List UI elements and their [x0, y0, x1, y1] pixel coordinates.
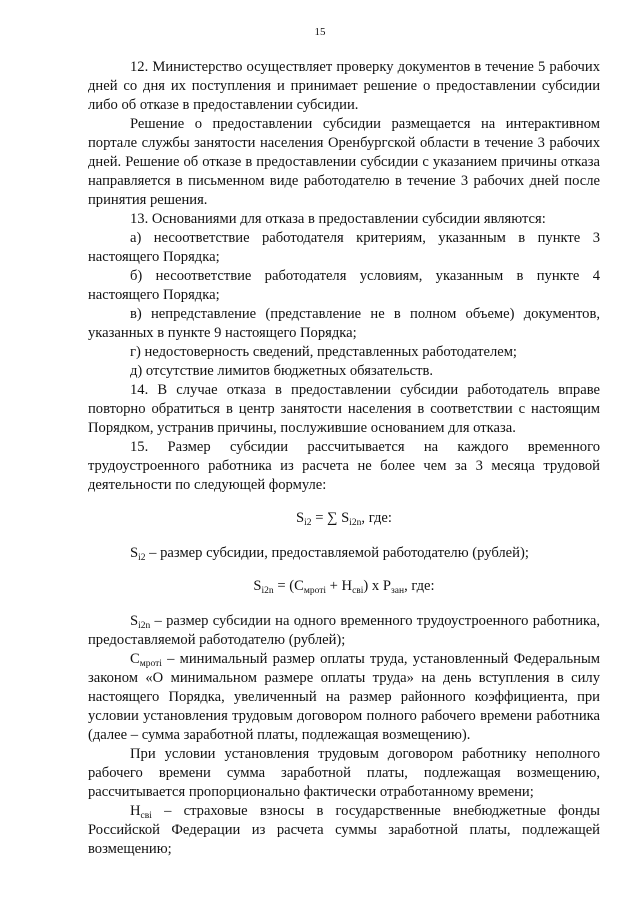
paragraph-12: 12. Министерство осуществляет проверку документов в течение 5 рабочих дней со дня их поступления и принимает решение о предоставлении субсидии либо об отказе в предоставлении субсидии.: [88, 59, 600, 113]
paragraph-part-time: При условии установления трудовым договором работнику неполного рабочего времени сумма заработной платы, подлежащая возмещению, рассчитывается пропорционально фактически отработанному времени;: [88, 746, 600, 800]
list-item-13e: д) отсутствие лимитов бюджетных обязательств.: [130, 363, 434, 379]
paragraph-15: 15. Размер субсидии рассчитывается на каждого временного трудоустроенного работника из расчета не более чем за 3 месяца трудовой деятельности по следующей формуле:: [88, 439, 600, 493]
list-item-13d: г) недостоверность сведений, представленных работодателем;: [130, 344, 517, 360]
definition-si2: $S_{i2}$ – размер субсидии, предоставляемой работодателю (рублей);: [130, 545, 529, 563]
definition-cmrot: $С_{мроті}$ – минимальный размер оплаты труда, установленный Федеральным законом «О минимальном размере оплаты труда» на день вступления в силу настоящего Порядка, увеличенный на размер районного коэффициента, при условии установления трудовым договором полного рабочего времени работника (далее – сумма заработной платы, подлежащая возмещению).: [88, 651, 600, 743]
paragraph-14: 14. В случае отказа в предоставлении субсидии работодатель вправе повторно обратиться в центр занятости населения в соответствии с настоящим Порядком, устранив причины, послужившие основанием для отказа.: [88, 382, 600, 436]
formula-subsidy-per-worker: $S_{i2n} = (С_{мроті} + Н_{сві})$ х $Р_{зан}$, где:: [253, 578, 435, 596]
formula-subsidy-total: $S_{i2}$ = ∑ $S_{i2n}$, где:: [296, 510, 392, 528]
document-body: [88, 58, 600, 859]
list-item-13a: а) несоответствие работодателя критериям, указанным в пункте 3 настоящего Порядка;: [88, 230, 600, 265]
list-item-13c: в) непредставление (представление не в полном объеме) документов, указанных в пункте 9 настоящего Порядка;: [88, 306, 600, 341]
paragraph-13: 13. Основаниями для отказа в предоставлении субсидии являются:: [130, 211, 546, 227]
paragraph-12-decision: Решение о предоставлении субсидии размещается на интерактивном портале службы занятости населения Оренбургской области в течение 3 рабочих дней. Решение об отказе в предоставлении субсидии с указанием причины отказа направляется в письменном виде работодателю в течение 3 рабочих дней после принятия решения.: [88, 116, 600, 208]
page-number: 15: [314, 26, 326, 38]
definition-si2n: $S_{i2n}$ – размер субсидии на одного временного трудоустроенного работника, предоставляемой работодателю (рублей);: [88, 613, 600, 648]
definition-hsv: $Н_{сві}$ – страховые взносы в государственные внебюджетные фонды Российской Федерации из расчета суммы заработной платы, подлежащей возмещению;: [88, 803, 600, 857]
list-item-13b: б) несоответствие работодателя условиям, указанным в пункте 4 настоящего Порядка;: [88, 268, 600, 303]
